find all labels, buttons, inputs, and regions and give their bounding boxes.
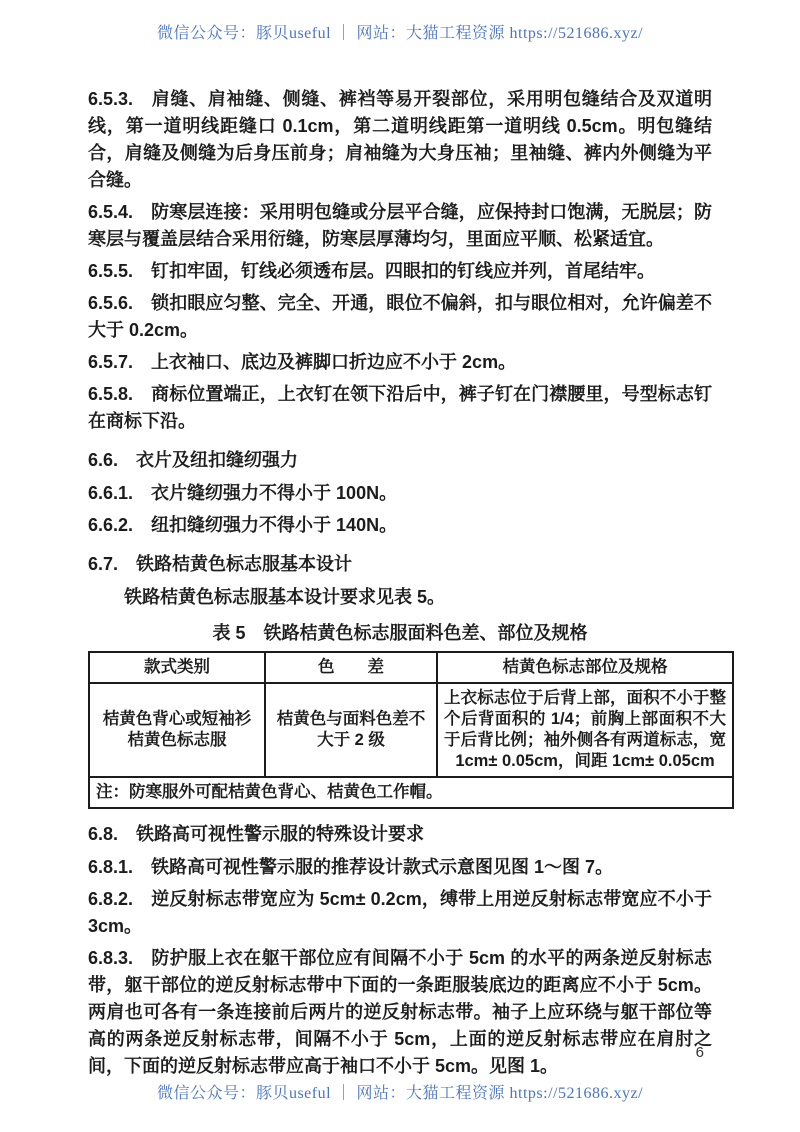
clause-text: 上衣袖口、底边及裤脚口折边应不小于 2cm。	[151, 352, 517, 372]
document-content	[88, 86, 726, 1085]
clause-number: 6.7.	[88, 554, 119, 574]
paragraph-6-5-5	[88, 258, 712, 285]
table-5-caption: 表 5 铁路桔黄色标志服面料色差、部位及规格	[212, 623, 588, 643]
clause-number: 6.5.5.	[88, 261, 134, 281]
clause-text: 铁路桔黄色标志服基本设计要求见表 5。	[124, 587, 446, 607]
clause-text: 防寒层连接：采用明包缝或分层平合缝，应保持封口饱满，无脱层；防寒层与覆盖层结合采用衍缝，防寒层厚薄均匀，里面应平顺、松紧适宜。	[88, 202, 712, 249]
paragraph-6-5-7	[88, 349, 712, 376]
clause-text: 钉扣牢固，钉线必须透布层。四眼扣的钉线应并列，首尾结牢。	[151, 261, 656, 281]
paragraph-6-5-4	[88, 199, 712, 253]
clause-number: 6.8.3.	[88, 948, 134, 968]
section-heading-6-7	[88, 551, 712, 578]
clause-text: 铁路桔黄色标志服基本设计	[136, 554, 353, 574]
paragraph-6-6-1	[88, 480, 712, 507]
clause-number: 6.8.	[88, 824, 119, 844]
paragraph-6-8-3	[88, 945, 712, 1080]
table-header-style-category: 款式类别	[89, 652, 265, 683]
clause-text: 衣片及纽扣缝纫强力	[136, 450, 299, 470]
paragraph-6-5-6	[88, 290, 712, 344]
table-row	[89, 683, 733, 777]
table-5	[88, 651, 734, 809]
clause-number: 6.6.2.	[88, 515, 134, 535]
page-number: 6	[695, 1044, 704, 1061]
table-header-mark-spec: 桔黄色标志部位及规格	[437, 652, 733, 683]
cell-mark-position-spec: 上衣标志位于后背上部，面积不小于整个后背面积的 1/4；前胸上部面积不大于后背比例；袖外侧各有两道标志，宽 1cm± 0.05cm，间距 1cm± 0.05cm	[437, 683, 733, 777]
clause-number: 6.5.4.	[88, 202, 134, 222]
cell-style-category: 桔黄色背心或短袖衫桔黄色标志服	[89, 683, 265, 777]
cell-color-difference: 桔黄色与面料色差不大于 2 级	[265, 683, 437, 777]
section-heading-6-8	[88, 821, 712, 848]
clause-text: 锁扣眼应匀整、完全、开通，眼位不偏斜，扣与眼位相对，允许偏差不大于 0.2cm。	[88, 293, 712, 340]
clause-text: 商标位置端正，上衣钉在领下沿后中，裤子钉在门襟腰里，号型标志钉在商标下沿。	[88, 384, 712, 431]
section-heading-6-6	[88, 447, 712, 474]
clause-text: 铁路高可视性警示服的推荐设计款式示意图见图 1～图 7。	[151, 857, 614, 877]
clause-number: 6.6.1.	[88, 483, 134, 503]
clause-text: 逆反射标志带宽应为 5cm± 0.2cm，缚带上用逆反射标志带宽应不小于 3cm。	[88, 889, 712, 936]
paragraph-6-8-1	[88, 854, 712, 881]
clause-text: 衣片缝纫强力不得小于 100N。	[151, 483, 398, 503]
header-watermark: 微信公众号：豚贝useful ｜ 网站：大猫工程资源 https://521686.xyz/	[156, 25, 644, 42]
clause-number: 6.8.2.	[88, 889, 134, 909]
clause-number: 6.5.7.	[88, 352, 134, 372]
table-note: 注：防寒服外可配桔黄色背心、桔黄色工作帽。	[89, 777, 733, 808]
paragraph-6-8-2	[88, 886, 712, 940]
paragraph-6-7-intro	[88, 584, 712, 611]
table-note-row	[89, 777, 733, 808]
clause-text: 肩缝、肩袖缝、侧缝、裤裆等易开裂部位，采用明包缝结合及双道明线，第一道明线距缝口 0.1cm，第二道明线距第一道明线 0.5cm。明包缝结合，肩缝及侧缝为后身压前身；肩袖缝为大身压袖；里袖缝、裤内外侧缝为平合缝。	[88, 89, 712, 190]
clause-number: 6.5.8.	[88, 384, 134, 404]
clause-text: 铁路高可视性警示服的特殊设计要求	[136, 824, 425, 844]
table-header-color-difference: 色 差	[265, 652, 437, 683]
table-header-row	[89, 652, 733, 683]
clause-text: 防护服上衣在躯干部位应有间隔不小于 5cm 的水平的两条逆反射标志带，躯干部位的逆反射标志带中下面的一条距服装底边的距离应不小于 5cm。两肩也可各有一条连接前后两片的逆反射标志带。袖子上应环绕与躯干部位等高的两条逆反射标志带，间隔不小于 5cm，上面的逆反射标志带应在肩肘之间，下面的逆反射标志带应高于袖口不小于 5cm。见图 1。	[88, 948, 712, 1076]
footer-watermark: 微信公众号：豚贝useful ｜ 网站：大猫工程资源 https://521686.xyz/	[156, 1085, 644, 1102]
clause-number: 6.8.1.	[88, 857, 134, 877]
paragraph-6-6-2	[88, 512, 712, 539]
paragraph-6-5-8	[88, 381, 712, 435]
clause-number: 6.5.6.	[88, 293, 134, 313]
clause-number: 6.5.3.	[88, 89, 134, 109]
clause-text: 纽扣缝纫强力不得小于 140N。	[151, 515, 398, 535]
clause-number: 6.6.	[88, 450, 119, 470]
paragraph-6-5-3	[88, 86, 712, 194]
